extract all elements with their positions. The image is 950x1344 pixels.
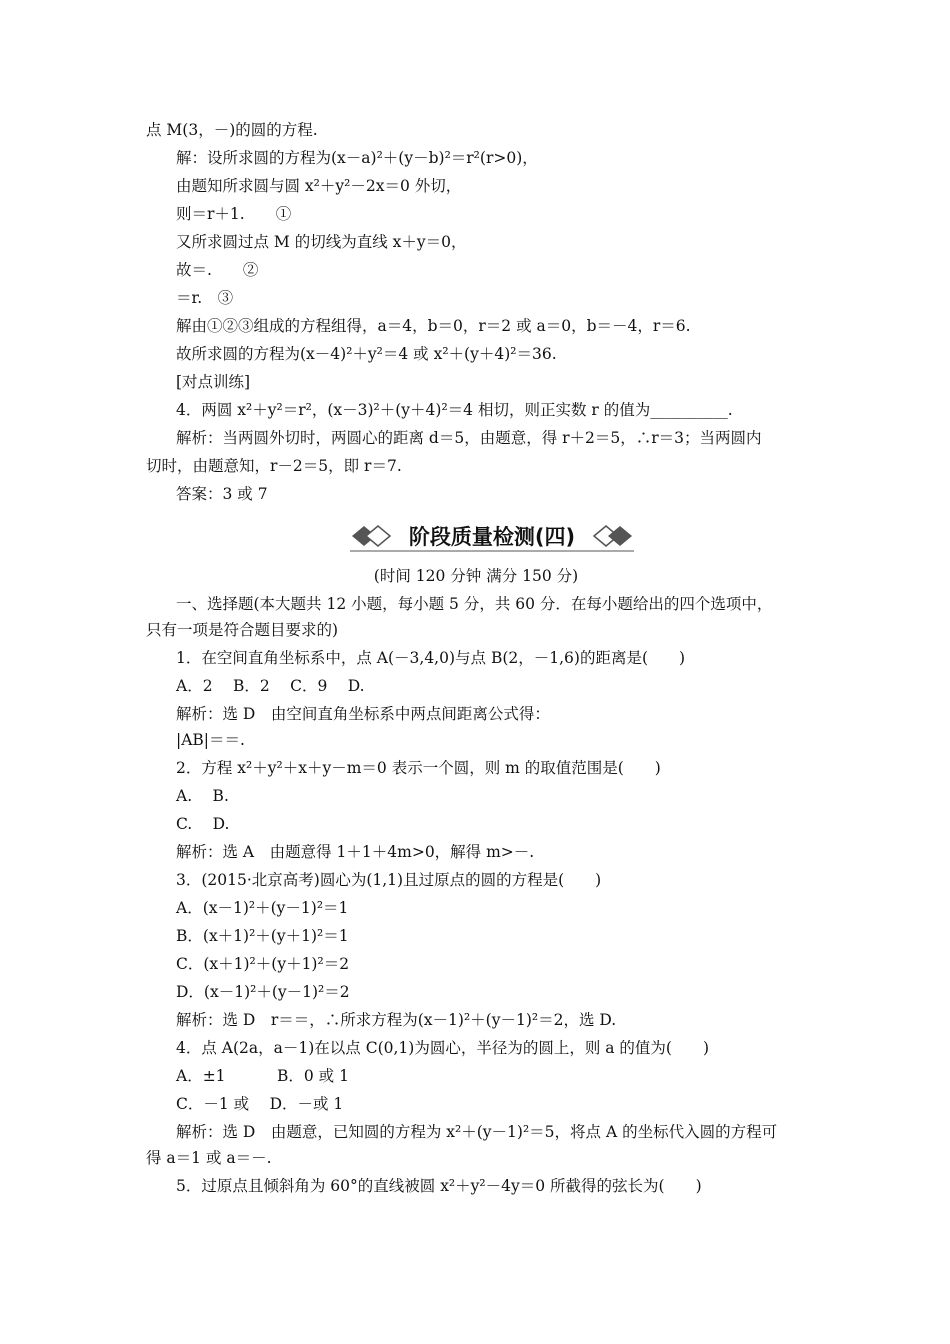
text-line: 又所求圆过点 M 的切线为直线 x＋y＝0， — [176, 233, 467, 251]
text-line: 故＝. ② — [176, 261, 259, 279]
text-line: B．(x＋1)²＋(y＋1)²＝1 — [176, 927, 349, 945]
text-line: C．－1 或 D．－或 1 — [176, 1095, 344, 1113]
text-line: C. D. — [176, 815, 230, 833]
text-line: 一、选择题(本大题共 12 小题，每小题 5 分，共 60 分．在每小题给出的四个选项中， — [176, 595, 773, 613]
text-line: 5．过原点且倾斜角为 60°的直线被圆 x²＋y²－4y＝0 所截得的弦长为( ) — [176, 1177, 702, 1195]
text-line: 2．方程 x²＋y²＋x＋y－m＝0 表示一个圆，则 m 的取值范围是( ) — [176, 759, 661, 777]
text-line: [对点训练] — [176, 373, 251, 391]
text-line: A. B. — [176, 787, 229, 805]
text-line: 点 M(3，－)的圆的方程. — [146, 121, 318, 139]
text-line: ＝r. ③ — [176, 289, 234, 307]
text-line: 1．在空间直角坐标系中，点 A(－3,4,0)与点 B(2，－1,6)的距离是( ) — [176, 649, 686, 667]
section-title-banner — [346, 522, 638, 554]
text-line: 解析：选 A 由题意得 1＋1＋4m>0，解得 m>－. — [176, 843, 535, 861]
text-line: 答案：3 或 7 — [176, 485, 268, 503]
text-line: |AB|＝＝. — [176, 731, 245, 749]
section-title: 阶段质量检测(四) — [408, 525, 576, 549]
text-line: A．(x－1)²＋(y－1)²＝1 — [176, 899, 349, 917]
text-line: C．(x＋1)²＋(y＋1)²＝2 — [176, 955, 350, 973]
text-line: 由题知所求圆与圆 x²＋y²－2x＝0 外切， — [176, 177, 462, 195]
text-line: 解析：选 D 由题意，已知圆的方程为 x²＋(y－1)²＝5，将点 A 的坐标代入圆的方程可 — [176, 1123, 778, 1141]
text-line: 解析：当两圆外切时，两圆心的距离 d＝5，由题意，得 r＋2＝5，∴r＝3；当两圆内 — [176, 429, 762, 447]
text-line: 4．点 A(2a，a－1)在以点 C(0,1)为圆心，半径为的圆上，则 a 的值为( ) — [176, 1039, 710, 1057]
text-line: 切时，由题意知，r－2＝5，即 r＝7. — [146, 457, 402, 475]
text-line: 故所求圆的方程为(x－4)²＋y²＝4 或 x²＋(y＋4)²＝36. — [176, 345, 557, 363]
text-line: A．±1 B．0 或 1 — [176, 1067, 349, 1085]
text-line: 3．(2015·北京高考)圆心为(1,1)且过原点的圆的方程是( ) — [176, 871, 602, 889]
text-line: 解：设所求圆的方程为(x－a)²＋(y－b)²＝r²(r>0)， — [176, 149, 538, 167]
text-line: 则＝r＋1. ① — [176, 205, 292, 223]
text-line: 得 a＝1 或 a＝－. — [146, 1149, 272, 1167]
text-line: A．2 B．2 C．9 D. — [176, 677, 365, 695]
text-line: 只有一项是符合题目要求的) — [146, 621, 339, 639]
text-line: 解由①②③组成的方程组得，a＝4，b＝0，r＝2 或 a＝0，b＝－4，r＝6. — [176, 317, 691, 335]
text-line: 解析：选 D 由空间直角坐标系中两点间距离公式得： — [176, 705, 550, 723]
text-line: D．(x－1)²＋(y－1)²＝2 — [176, 983, 350, 1001]
time-note: (时间 120 分钟 满分 150 分) — [373, 567, 579, 585]
text-line: 4．两圆 x²＋y²＝r²，(x－3)²＋(y＋4)²＝4 相切，则正实数 r 的值为__________. — [176, 401, 733, 419]
text-line: 解析：选 D r＝＝，∴所求方程为(x－1)²＋(y－1)²＝2，选 D. — [176, 1011, 617, 1029]
